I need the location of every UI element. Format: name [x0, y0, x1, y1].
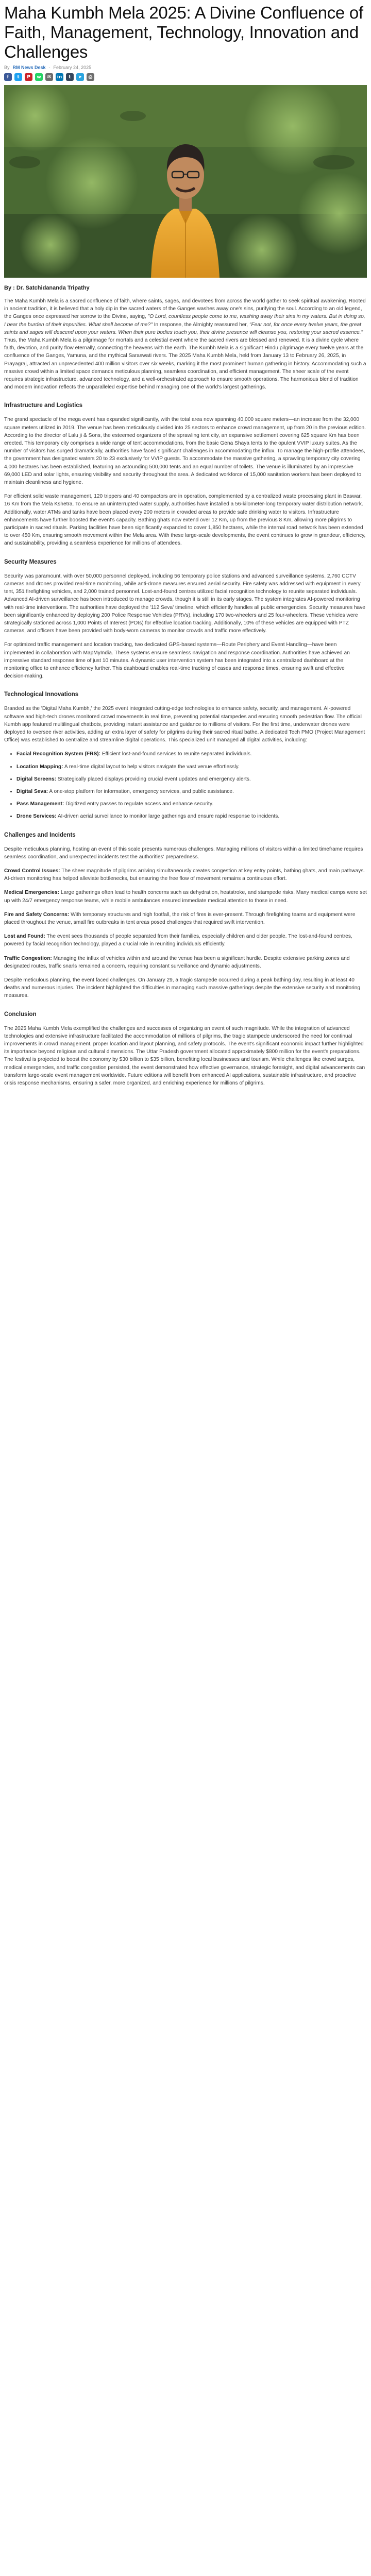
tumblr-icon: t [69, 74, 71, 80]
technology-paragraph-1: Branded as the 'Digital Maha Kumbh,' the 2025 event integrated cutting-edge technologies to enhance safety, security, and management. AI-powered software and high-tech drones monitored crowd movements in real time, preventing potential stampedes and ensuring smooth pedestrian flow. The official Kumbh app featured multilingual chatbots, providing instant assistance and guidance to millions of visitors. For the first time, underwater drones were deployed to oversee river activities, adding an extra layer of safety for pilgrims during their sacred ritual bathe. A dedicated Tech PMO (Project Management Office) was established to centralize and streamline digital operations. This specialized unit managed all digital activities, including: [4, 706, 365, 743]
section-heading-challenges: Challenges and Incidents [4, 832, 76, 838]
meta-author-link[interactable]: RM News Desk [12, 65, 46, 70]
infrastructure-paragraph-1: The grand spectacle of the mega event has expanded significantly, with the total area now spanning 40,000 square meters—an increase from the 32,000 square meters utilized in 2019. The venue has been meticulously divided into 25 sectors to enhance crowd management, up from 20 in the previous edition. According to the director of Lalu ji & Sons, the esteemed organizers of the sprawling tent city, an expansive settlement covering 625 square Km has been erected. This temporary city comprises a wide range of tent accommodations, from the basic Gena Shaya tents to the opulent VVIP luxury suites. As the number of visitors has surged dramatically, authorities have faced significant challenges in accommodating the influx. To manage the high-profile attendees, the government has designated waters 20 to 23 exclusively for VVIP guests. To accommodate the massive gathering, a sprawling temporary city covering 4,000 hectares has been established, featuring an astounding 500,000 tents and an equal number of toilets. The venue is illuminated by an impressive 69,000 LED and solar lights, ensuring visibility and security throughout the area. A dedicated workforce of 15,000 sanitation workers has been deployed to maintain cleanliness and hygiene. [4, 417, 366, 486]
meta-by: By [4, 65, 10, 70]
whatsapp-icon: w [37, 74, 41, 80]
article-page [0, 3, 371, 1106]
security-paragraph-1: Security was paramount, with over 50,000 personnel deployed, including 56 temporary police stations and advanced surveillance systems. 2,760 CCTV cameras and drones provided real-time monitoring, while anti-drone measures ensured aerial security. Fire safety was addressed with equipment in every tent, 351 firefighting vehicles, and 2,000 trained personnel. Lost-and-found centres utilized facial recognition technology to reunite separated individuals. Advanced AI-driven surveillance has been introduced to manage crowds, though it is still in its early stages. The system integrates AI-powered monitoring with real-time interventions. The authorities have deployed the '112 Seva' timeline, which efficiently handles all public emergencies. Security measures have been significantly enhanced by deploying 200 Police Response Vehicles (PRVs), including 170 two-wheelers and 25 four-wheelers. These vehicles were strategically stationed across 1,000 Points of Interest (POIs) for effective location tracking. Additionally, 10% of these vehicles are equipped with PTZ cameras, and officers have been provided with body-worn cameras to monitor crowds and traffic more effectively. [4, 573, 365, 634]
hero-photo-illustration [4, 85, 367, 278]
print-share-button[interactable] [87, 73, 94, 81]
hero-image [4, 85, 367, 278]
telegram-share-button[interactable] [76, 73, 84, 81]
article-title: Maha Kumbh Mela 2025: A Divine Confluence of Faith, Management, Technology, Innovation and Challenges [4, 3, 363, 61]
security-paragraph-2: For optimized traffic management and location tracking, two dedicated GPS-based systems—Route Periphery and Event Handling—have been implemented in collaboration with MapMyIndia. These systems ensure seamless navigation and response coordination. Authorities have achieved an impressive standard response time of just 10 minutes. A dynamic user intervention system has been integrated into a centralized dashboard at the monitoring office to enhance efficiency further. This dashboard enables real-time tracking of cases and response times, ensuring swift and effective decision-making. [4, 642, 350, 680]
section-heading-infrastructure: Infrastructure and Logistics [4, 402, 83, 409]
facebook-share-button[interactable] [4, 73, 12, 81]
challenges-paragraph-2: Despite meticulous planning, the event faced challenges. On January 29, a tragic stampede occurred during a peak bathing day, resulting in at least 40 deaths and numerous injuries. The incident highlighted the difficulties in managing such massive gatherings despite the extensive security and monitoring measures. [4, 977, 361, 999]
infrastructure-paragraph-2: For efficient solid waste management, 120 trippers and 40 compactors are in operation, complemented by a centralized waste processing plant in Baswar, 16 Km from the Mela Kshetra. To ensure an uninterrupted water supply, authorities have installed a 56-kilometer-long temporary water distribution network. Additionally, water ATMs and tanks have been placed every 200 meters in crowded areas to provide safe drinking water to visitors. Infrastructure enhancements have further boosted the event's capacity. Bathing ghats now extend over 12 Km, up from the previous 8 Km, allowing more pilgrims to participate in sacred rituals. Parking facilities have been significantly expanded to cover 1,850 hectares, while the internal road network has been extended to over 450 Km, ensuring smooth movement within the Mela area. With these large-scale developments, the event continues to grow in grandeur, efficiency, and sustainability, providing a seamless experience for millions of attendees. [4, 494, 366, 547]
intro-paragraph: The Maha Kumbh Mela is a sacred confluence of faith, where saints, sages, and devotees from across the world gather to seek spiritual awakening. Rooted in ancient tradition, it is believed that a holy dip in the sacred waters of the Ganges washes away one's sins, purifying the soul. According to an old legend, the Ganges once expressed her sorrow to the Divine, saying, "O Lord, countless people come to me, washing away their sins in my waters. But in doing so, I bear the burden of their impurities. What shall become of me?" In response, the Almighty reassured her, "Fear not, for once every twelve years, the great saints and sages will descend upon your waters. When their pure bodies touch you, their divine presence will cleanse you, restoring your sacred essence." Thus, the Maha Kumbh Mela is a pilgrimage for mortals and a celestial event where the sacred rivers are blessed and renewed. It is a divine cycle where faith, devotion, and purity flow eternally, connecting the heavens with the earth. The Kumbh Mela is a significant Hindu pilgrimage every twelve years at the confluence of the Ganges, Yamuna, and the mythical Saraswati rivers. The 2025 Maha Kumbh Mela, held from January 13 to February 26, 2025, in Prayagraj, attracted an unprecedented 400 million visitors over six weeks, marking it the most prominent human gathering in history. Accommodating such a massive crowd within a limited space demands meticulous planning, seamless coordination, and efficient management. The sheer scale of the event requires strategic infrastructure, advanced technology, and a well-orchestrated approach to ensure smooth operations. The harmonious blend of tradition and modern innovation reflects the unparalleled expertise behind managing one of the world's largest gatherings. [4, 298, 366, 391]
pinterest-share-button[interactable] [25, 73, 32, 81]
list-item: • Digital Seva: A one-stop platform for information, emergency services, and public assistance. [16, 788, 367, 795]
pinterest-icon: P [27, 74, 30, 80]
facebook-icon: f [7, 74, 9, 80]
meta-separator: - [48, 65, 50, 70]
section-heading-conclusion: Conclusion [4, 1011, 37, 1018]
challenge-item: Fire and Safety Concerns: With temporary structures and high footfall, the risk of fires is ever-present. Through firefighting teams and equipment were placed throughout the venue, small fire outbreaks in tent areas posed challenges that required swift intervention. [4, 911, 356, 925]
list-item: • Digital Screens: Strategically placed displays providing crucial event updates and emergency alerts. [16, 775, 367, 783]
challenge-item: Medical Emergencies: Large gatherings often lead to health concerns such as dehydration, heatstroke, and stampede risks. Many medical camps were set up with 24/7 emergency response teams, while mobile ambulances ensured immediate medical attention to those in need. [4, 890, 367, 904]
conclusion-paragraph: The 2025 Maha Kumbh Mela exemplified the challenges and successes of organizing an event of such magnitude. While the integration of advanced technologies and extensive infrastructure facilitated the accommodation of millions of pilgrims, the tragic stampede underscored the need for continual improvements in crowd management, proper location and layout planning, and safety protocols. The event's significant economic impact further highlighted its importance beyond religious and cultural dimensions. The Uttar Pradesh government allocated approximately $800 million for the event's preparations. The festival is projected to boost the economy by $30 billion to $35 billion, benefiting local businesses and tourism. While challenges like crowd surges, medical emergencies, and traffic congestion persisted, the event demonstrated how effective governance, strategic foresight, and digital advancements can transform large-scale event management worldwide. Future editions will benefit from enhanced AI applications, sustainable infrastructure, and proactive crisis response mechanisms, ensuring a safer, more organized, and enriching experience for millions of pilgrims. [4, 1025, 365, 1087]
article-meta [4, 65, 367, 70]
challenge-item: Lost and Found: The event sees thousands of people separated from their families, especially children and older people. The lost-and-found centres, powered by facial recognition technology, played a crucial role in reuniting individuals efficiently. [4, 934, 352, 947]
email-share-button[interactable] [45, 73, 53, 81]
list-item: • Facial Recognition System (FRS): Efficient lost-and-found services to reunite separated individuals. [16, 750, 367, 758]
tumblr-share-button[interactable] [66, 73, 74, 81]
article-byline: By : Dr. Satchidananda Tripathy [4, 285, 90, 291]
email-icon: ✉ [47, 74, 52, 80]
list-item: • Location Mapping: A real-time digital layout to help visitors navigate the vast venue effortlessly. [16, 763, 367, 771]
telegram-icon: ➤ [78, 74, 82, 80]
list-item: • Pass Management: Digitized entry passes to regulate access and enhance security. [16, 800, 367, 808]
meta-date: February 24, 2025 [53, 65, 92, 70]
technology-bullet-list [4, 750, 367, 820]
whatsapp-share-button[interactable] [35, 73, 43, 81]
twitter-share-button[interactable] [14, 73, 22, 81]
twitter-icon: t [17, 74, 20, 80]
section-heading-technology: Technological Innovations [4, 691, 79, 698]
section-heading-security: Security Measures [4, 558, 57, 565]
print-icon: ⎙ [88, 74, 93, 80]
linkedin-share-button[interactable] [56, 73, 63, 81]
challenge-item: Crowd Control Issues: The sheer magnitude of pilgrims arriving simultaneously creates congestion at key entry points, bathing ghats, and main pathways. AI-driven monitoring has helped alleviate bottlenecks, but ensuring the free flow of movement remains a continuous effort. [4, 868, 365, 882]
list-item: • Drone Services: AI-driven aerial surveillance to monitor large gatherings and ensure rapid response to incidents. [16, 812, 367, 820]
share-buttons [4, 73, 367, 81]
challenge-item: Traffic Congestion: Managing the influx of vehicles within and around the venue has been a significant hurdle. Despite extensive parking zones and designated routes, traffic snarls remained a concern, requiring constant surveillance and dynamic adjustments. [4, 955, 350, 969]
challenges-paragraph-1: Despite meticulous planning, hosting an event of this scale presents numerous challenges. Managing millions of visitors within a limited timeframe requires seamless coordination, and unexpected incidents test the authorities' preparedness. [4, 846, 363, 860]
linkedin-icon: in [57, 74, 62, 80]
